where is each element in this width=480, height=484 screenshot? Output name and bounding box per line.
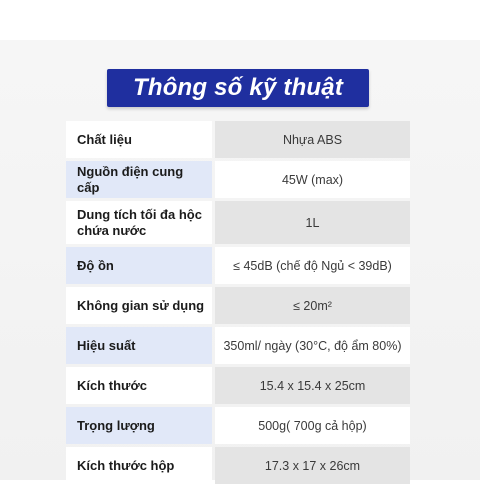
spec-label: Dung tích tối đa hộc chứa nước	[66, 201, 212, 244]
spec-label: Độ ồn	[66, 247, 212, 284]
spec-row-space	[66, 287, 410, 324]
spec-label: Kích thước	[66, 367, 212, 404]
spec-value: ≤ 20m²	[215, 287, 410, 324]
spec-label: Nguồn điện cung cấp	[66, 161, 212, 198]
spec-label: Không gian sử dụng	[66, 287, 212, 324]
spec-value: 1L	[215, 201, 410, 244]
spec-value: ≤ 45dB (chế độ Ngủ < 39dB)	[215, 247, 410, 284]
spec-row-performance	[66, 327, 410, 364]
title-banner	[107, 69, 369, 107]
spec-value: 350ml/ ngày (30°C, độ ẩm 80%)	[215, 327, 410, 364]
spec-value: 500g( 700g cả hộp)	[215, 407, 410, 444]
spec-label: Kích thước hộp	[66, 447, 212, 484]
page-title: Thông số kỹ thuật	[132, 74, 344, 101]
spec-value: Nhựa ABS	[215, 121, 410, 158]
spec-row-power	[66, 161, 410, 198]
spec-table	[66, 121, 410, 484]
spec-row-box-dimensions	[66, 447, 410, 484]
spec-row-weight	[66, 407, 410, 444]
spec-row-capacity	[66, 201, 410, 244]
spec-label: Trọng lượng	[66, 407, 212, 444]
spec-value: 45W (max)	[215, 161, 410, 198]
spec-row-material	[66, 121, 410, 158]
spec-label: Chất liệu	[66, 121, 212, 158]
spec-value: 15.4 x 15.4 x 25cm	[215, 367, 410, 404]
spec-value: 17.3 x 17 x 26cm	[215, 447, 410, 484]
spec-label: Hiệu suất	[66, 327, 212, 364]
spec-row-dimensions	[66, 367, 410, 404]
spec-row-noise	[66, 247, 410, 284]
